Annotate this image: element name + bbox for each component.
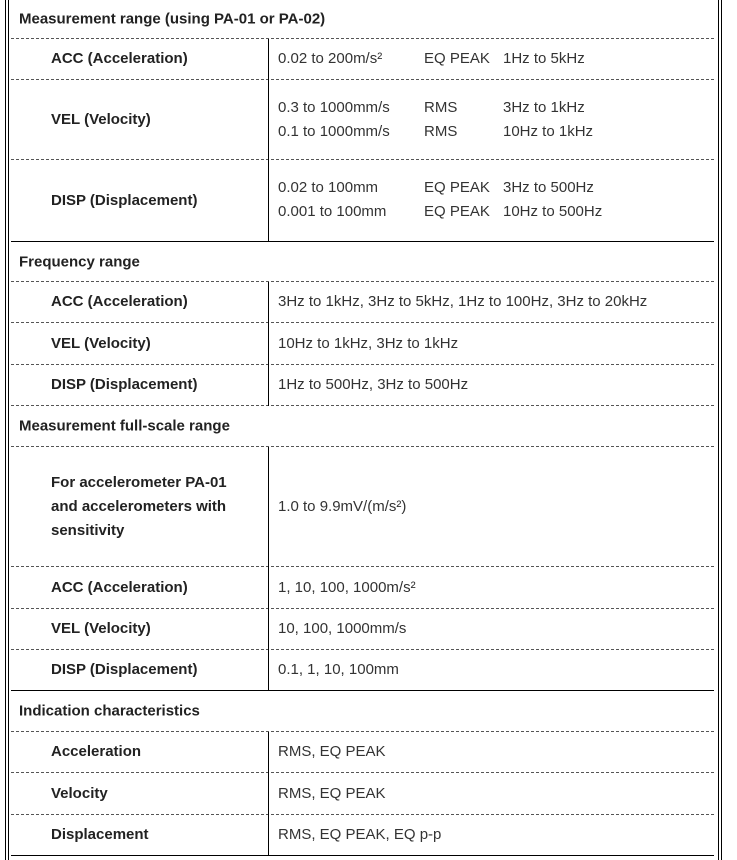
section-header-indication	[11, 691, 714, 732]
row-label: VEL (Velocity)	[51, 110, 151, 128]
row-value-freq: 3Hz to 1kHz	[503, 99, 585, 116]
row-label	[51, 471, 227, 543]
row-value-mode: EQ PEAK	[424, 203, 490, 220]
table-row	[11, 39, 714, 80]
row-value-freq: 10Hz to 1kHz	[503, 123, 594, 140]
table-row	[11, 815, 714, 856]
column-divider	[268, 282, 269, 406]
row-value: 1.0 to 9.9mV/(m/s²)	[278, 498, 407, 515]
row-label: Velocity	[51, 784, 108, 802]
table-row	[11, 732, 714, 773]
row-value: 0.1, 1, 10, 100mm	[278, 661, 399, 678]
section-header-full-scale-range	[11, 406, 714, 447]
row-label: DISP (Displacement)	[51, 191, 198, 209]
table-row	[11, 650, 714, 691]
row-value: 10, 100, 1000mm/s	[278, 620, 407, 637]
row-label: VEL (Velocity)	[51, 334, 151, 352]
section-header-measurement-range	[11, 0, 714, 39]
row-value: 1Hz to 500Hz, 3Hz to 500Hz	[278, 376, 469, 393]
row-label: Acceleration	[51, 743, 142, 760]
column-divider	[268, 447, 269, 691]
row-value-mode: RMS	[424, 123, 458, 140]
row-value-freq: 3Hz to 500Hz	[503, 179, 594, 196]
row-value-range: 0.3 to 1000mm/s	[278, 99, 390, 116]
row-label: Displacement	[51, 826, 149, 843]
table-row	[11, 447, 714, 567]
row-value: RMS, EQ PEAK	[278, 743, 386, 760]
table-row	[11, 567, 714, 609]
row-value: RMS, EQ PEAK, EQ p-p	[278, 826, 442, 843]
table-row	[11, 773, 714, 815]
row-value-range: 0.001 to 100mm	[278, 203, 387, 220]
section-title: Frequency range	[19, 253, 140, 270]
row-label: ACC (Acceleration)	[51, 50, 188, 67]
row-value: 1, 10, 100, 1000m/s²	[278, 579, 416, 596]
row-value: 10Hz to 1kHz, 3Hz to 1kHz	[278, 335, 459, 352]
row-value-mode: EQ PEAK	[424, 50, 490, 67]
row-label: VEL (Velocity)	[51, 620, 151, 637]
row-label: DISP (Displacement)	[51, 661, 198, 678]
table-row	[11, 323, 714, 365]
section-title: Indication characteristics	[19, 702, 200, 720]
row-value-range: 0.02 to 100mm	[278, 179, 379, 196]
section-header-frequency-range	[11, 242, 714, 282]
table-row	[11, 160, 714, 242]
row-value-range: 0.1 to 1000mm/s	[278, 123, 390, 140]
row-value: RMS, EQ PEAK	[278, 785, 386, 802]
row-label: ACC (Acceleration)	[51, 293, 188, 310]
row-label-line: sensitivity	[51, 521, 125, 539]
row-value: 3Hz to 1kHz, 3Hz to 5kHz, 1Hz to 100Hz, 3Hz to 20kHz	[278, 293, 648, 310]
table-row	[11, 80, 714, 160]
row-value-mode: EQ PEAK	[424, 179, 490, 196]
section-title: Measurement full-scale range	[19, 417, 230, 435]
table-row	[11, 365, 714, 406]
row-value-range: 0.02 to 200m/s²	[278, 50, 383, 67]
section-title: Measurement range (using PA-01 or PA-02)	[19, 10, 326, 28]
column-divider	[268, 39, 269, 242]
row-value-freq: 1Hz to 5kHz	[503, 50, 585, 67]
table-row	[11, 282, 714, 323]
row-label: ACC (Acceleration)	[51, 578, 188, 596]
row-label: DISP (Displacement)	[51, 376, 198, 393]
row-value-freq: 10Hz to 500Hz	[503, 203, 603, 220]
table-row	[11, 609, 714, 650]
column-divider	[268, 732, 269, 856]
row-label-line: and accelerometers with	[51, 497, 227, 515]
row-label-line: For accelerometer PA-01	[51, 473, 227, 491]
row-value-mode: RMS	[424, 99, 458, 116]
